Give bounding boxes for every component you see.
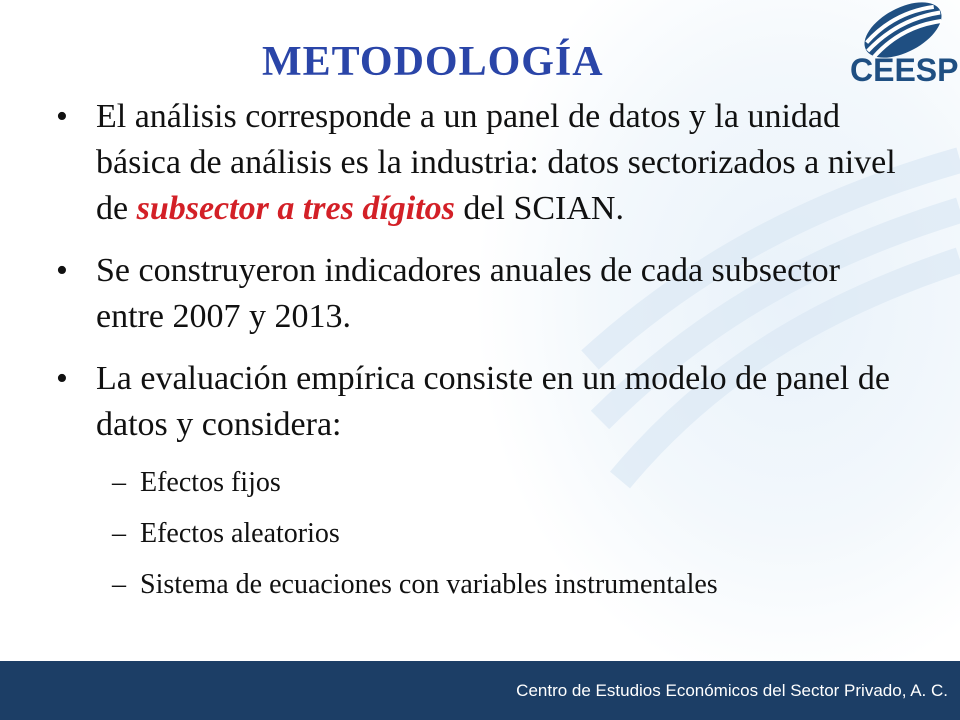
bullet-text: La evaluación empírica consiste en un modelo de panel de datos y considera: [96, 360, 890, 443]
bullet-marker: • [56, 98, 68, 135]
sub-item-text: Efectos fijos [140, 467, 281, 498]
slide-content [56, 94, 906, 619]
bullet-item [56, 248, 906, 340]
bullet-text: El análisis corresponde a un panel de datos y la unidad básica de análisis es la industria: datos sectorizados a nivel de [96, 98, 896, 227]
bullet-item [56, 356, 906, 448]
sub-item-text: Efectos aleatorios [140, 518, 340, 549]
sub-item-text: Sistema de ecuaciones con variables instrumentales [140, 569, 718, 600]
dash-marker: – [112, 467, 126, 498]
bullet-item [56, 94, 906, 232]
slide-title: METODOLOGÍA [262, 39, 604, 85]
logo-text: CEESP [850, 52, 959, 88]
bullet-text: del SCIAN. [454, 190, 624, 227]
bullet-marker: • [56, 252, 68, 289]
footer-text: Centro de Estudios Económicos del Sector Privado, A. C. [516, 681, 948, 700]
footer-bar [0, 661, 960, 720]
dash-marker: – [112, 518, 126, 549]
sub-item [56, 517, 906, 551]
highlight-text: subsector a tres dígitos [136, 190, 455, 227]
bullet-marker: • [56, 360, 68, 397]
sub-item [56, 466, 906, 500]
dash-marker: – [112, 569, 126, 600]
bullet-text: Se construyeron indicadores anuales de cada subsector entre 2007 y 2013. [96, 252, 840, 335]
sub-item [56, 568, 906, 602]
